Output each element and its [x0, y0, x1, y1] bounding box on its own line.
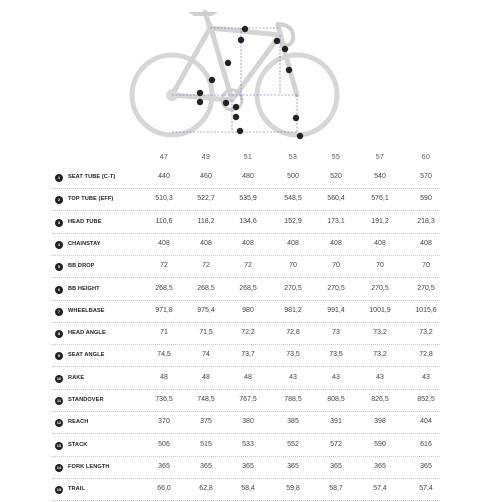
table-row: [0, 235, 500, 257]
row-number-badge: 2: [55, 196, 63, 204]
row-number-badge: 1: [55, 174, 63, 182]
table-cell: 43: [289, 373, 297, 381]
bike-illustration: [0, 0, 500, 150]
table-cell: 72: [244, 262, 252, 270]
row-label: STACK: [68, 441, 88, 448]
table-cell: 522,7: [197, 195, 215, 203]
table-cell: 408: [242, 239, 254, 247]
table-cell: 391: [330, 418, 342, 426]
row-number-badge: 6: [55, 286, 63, 294]
row-label: TRAIL: [68, 486, 85, 493]
table-cell: 404: [420, 418, 432, 426]
table-cell: 72: [160, 262, 168, 270]
row-label: BB DROP: [68, 263, 95, 270]
table-cell: 73,7: [241, 351, 255, 359]
row-divider: [52, 389, 440, 390]
row-label: HEAD TUBE: [68, 218, 102, 225]
table-row: [0, 257, 500, 279]
row-divider: [52, 300, 440, 301]
table-row: [0, 458, 500, 480]
row-divider: [52, 210, 440, 211]
table-cell: 408: [287, 239, 299, 247]
table-row: [0, 324, 500, 346]
table-cell: 991,4: [327, 306, 345, 314]
size-label: 53: [288, 154, 298, 161]
table-cell: 58,4: [241, 485, 255, 493]
table-cell: 48: [160, 373, 168, 381]
table-cell: 408: [420, 239, 432, 247]
table-cell: 576,1: [371, 195, 389, 203]
table-cell: 70: [289, 262, 297, 270]
table-cell: 560,4: [327, 195, 345, 203]
table-cell: 66,0: [157, 485, 171, 493]
table-cell: 980: [242, 306, 254, 314]
table-row: [0, 346, 500, 368]
table-cell: 58,7: [329, 485, 343, 493]
row-divider: [52, 233, 440, 234]
table-cell: 70: [376, 262, 384, 270]
table-cell: 736,5: [155, 396, 173, 403]
row-divider: [52, 478, 440, 479]
table-cell: 1015,6: [415, 306, 437, 314]
row-label: SEAT ANGLE: [68, 352, 105, 359]
table-cell: 515: [200, 440, 212, 448]
table-cell: 72,8: [419, 351, 433, 359]
table-cell: 270,5: [327, 284, 345, 292]
table-cell: 73: [332, 329, 340, 337]
table-cell: 152,9: [284, 217, 302, 225]
table-cell: 380: [242, 418, 254, 426]
row-number-badge: 12: [56, 420, 62, 426]
table-row: [0, 168, 500, 190]
size-label: 60: [421, 154, 431, 161]
table-cell: 971,8: [155, 306, 173, 314]
size-label: 55: [331, 154, 341, 161]
table-cell: 533: [242, 440, 254, 448]
table-cell: 375: [200, 418, 212, 426]
row-divider: [52, 433, 440, 434]
table-cell: 500: [287, 173, 299, 180]
row-divider: [52, 255, 440, 256]
table-cell: 73,2: [419, 329, 433, 337]
table-cell: 370: [158, 418, 170, 426]
table-cell: 808,5: [327, 396, 345, 403]
table-cell: 510,3: [155, 195, 173, 203]
row-number-badge: 13: [56, 442, 62, 448]
table-cell: 852,5: [417, 396, 435, 403]
table-cell: 57,4: [373, 485, 387, 493]
table-cell: 480: [242, 173, 254, 180]
table-cell: 767,5: [239, 396, 257, 403]
table-cell: 570: [420, 173, 432, 180]
row-number-badge: 3: [55, 219, 63, 227]
row-number-badge: 15: [56, 487, 62, 493]
table-cell: 74,5: [157, 351, 171, 359]
size-label: 49: [201, 154, 211, 161]
table-cell: 616: [420, 440, 432, 448]
row-divider: [52, 322, 440, 323]
table-cell: 70: [332, 262, 340, 270]
row-label: CHAINSTAY: [68, 240, 101, 247]
table-cell: 73,2: [373, 351, 387, 359]
table-row: [0, 413, 500, 435]
table-cell: 218,3: [417, 217, 435, 225]
table-cell: 73,2: [373, 329, 387, 337]
row-number-badge: 8: [55, 330, 63, 338]
table-cell: 460: [200, 173, 212, 180]
table-cell: 268,5: [155, 284, 173, 292]
table-cell: 71,5: [199, 329, 213, 337]
table-cell: 118,2: [197, 217, 215, 225]
row-number-badge: 9: [55, 352, 63, 360]
row-label: SEAT TUBE (C-T): [68, 174, 116, 180]
table-row: [0, 480, 500, 502]
table-cell: 270,5: [371, 284, 389, 292]
table-cell: 408: [330, 239, 342, 247]
table-row: [0, 280, 500, 302]
table-cell: 408: [200, 239, 212, 247]
table-cell: 48: [202, 373, 210, 381]
table-cell: 981,2: [284, 306, 302, 314]
table-cell: 1001,9: [369, 306, 391, 314]
size-label: 47: [159, 154, 169, 161]
table-cell: 365: [158, 462, 170, 470]
table-cell: 788,5: [284, 396, 302, 403]
table-cell: 408: [374, 239, 386, 247]
table-cell: 365: [374, 462, 386, 470]
size-label: 51: [243, 154, 253, 161]
table-cell: 43: [376, 373, 384, 381]
row-number-badge: 4: [55, 241, 63, 249]
table-cell: 572: [330, 440, 342, 448]
table-cell: 365: [420, 462, 432, 470]
table-cell: 191,2: [371, 217, 389, 225]
table-cell: 548,5: [284, 195, 302, 203]
table-cell: 270,5: [284, 284, 302, 292]
table-cell: 365: [330, 462, 342, 470]
row-label: TOP TUBE (EFF): [68, 196, 114, 203]
row-divider: [52, 188, 440, 189]
table-cell: 270,5: [417, 284, 435, 292]
row-label: REACH: [68, 419, 89, 426]
table-cell: 73,5: [329, 351, 343, 359]
table-cell: 365: [242, 462, 254, 470]
table-cell: 71: [160, 329, 168, 337]
table-cell: 43: [422, 373, 430, 381]
table-cell: 365: [200, 462, 212, 470]
table-cell: 72,8: [286, 329, 300, 337]
size-label: 57: [375, 154, 385, 161]
table-row: [0, 369, 500, 391]
table-cell: 506: [158, 440, 170, 448]
table-cell: 385: [287, 418, 299, 426]
table-cell: 552: [287, 440, 299, 448]
table-cell: 57,4: [419, 485, 433, 493]
table-cell: 72,2: [241, 329, 255, 337]
table-cell: 62,8: [199, 485, 213, 493]
row-label: FORK LENGTH: [68, 463, 110, 470]
table-cell: 48: [244, 373, 252, 381]
saddle: [188, 12, 218, 16]
row-label: WHEELBASE: [68, 307, 105, 314]
row-divider: [52, 366, 440, 367]
table-cell: 73,5: [286, 351, 300, 359]
table-cell: 540: [374, 173, 386, 180]
table-row: [0, 436, 500, 458]
row-number-badge: 11: [56, 398, 62, 403]
table-cell: 440: [158, 173, 170, 180]
table-row: [0, 391, 500, 413]
row-number-badge: 5: [55, 263, 63, 271]
table-row: [0, 190, 500, 212]
table-cell: 43: [332, 373, 340, 381]
row-label: HEAD ANGLE: [68, 330, 106, 337]
table-cell: 72: [202, 262, 210, 270]
table-cell: 408: [158, 239, 170, 247]
table-cell: 520: [330, 173, 342, 180]
table-row: [0, 213, 500, 235]
row-divider: [52, 500, 440, 501]
row-label: RAKE: [68, 374, 85, 381]
row-label: STANDOVER: [68, 397, 104, 403]
row-divider: [52, 456, 440, 457]
row-number-badge: 7: [55, 308, 63, 316]
table-cell: 535,9: [239, 195, 257, 203]
table-cell: 74: [202, 351, 210, 359]
bike-geometry-diagram: [0, 0, 500, 150]
table-cell: 70: [422, 262, 430, 270]
table-cell: 365: [287, 462, 299, 470]
table-row: [0, 302, 500, 324]
table-cell: 975,4: [197, 306, 215, 314]
row-divider: [52, 277, 440, 278]
row-divider: [52, 344, 440, 345]
table-cell: 110,6: [155, 217, 173, 225]
row-number-badge: 14: [56, 464, 62, 470]
table-cell: 268,5: [239, 284, 257, 292]
table-cell: 398: [374, 418, 386, 426]
table-cell: 590: [420, 195, 432, 203]
table-cell: 134,6: [239, 217, 257, 225]
row-divider: [52, 411, 440, 412]
row-label: BB HEIGHT: [68, 285, 100, 292]
table-cell: 826,5: [371, 396, 389, 403]
table-cell: 173,1: [327, 217, 345, 225]
table-cell: 590: [374, 440, 386, 448]
table-cell: 748,5: [197, 396, 215, 403]
table-cell: 268,5: [197, 284, 215, 292]
row-number-badge: 10: [56, 375, 62, 381]
table-cell: 59,8: [286, 485, 300, 493]
